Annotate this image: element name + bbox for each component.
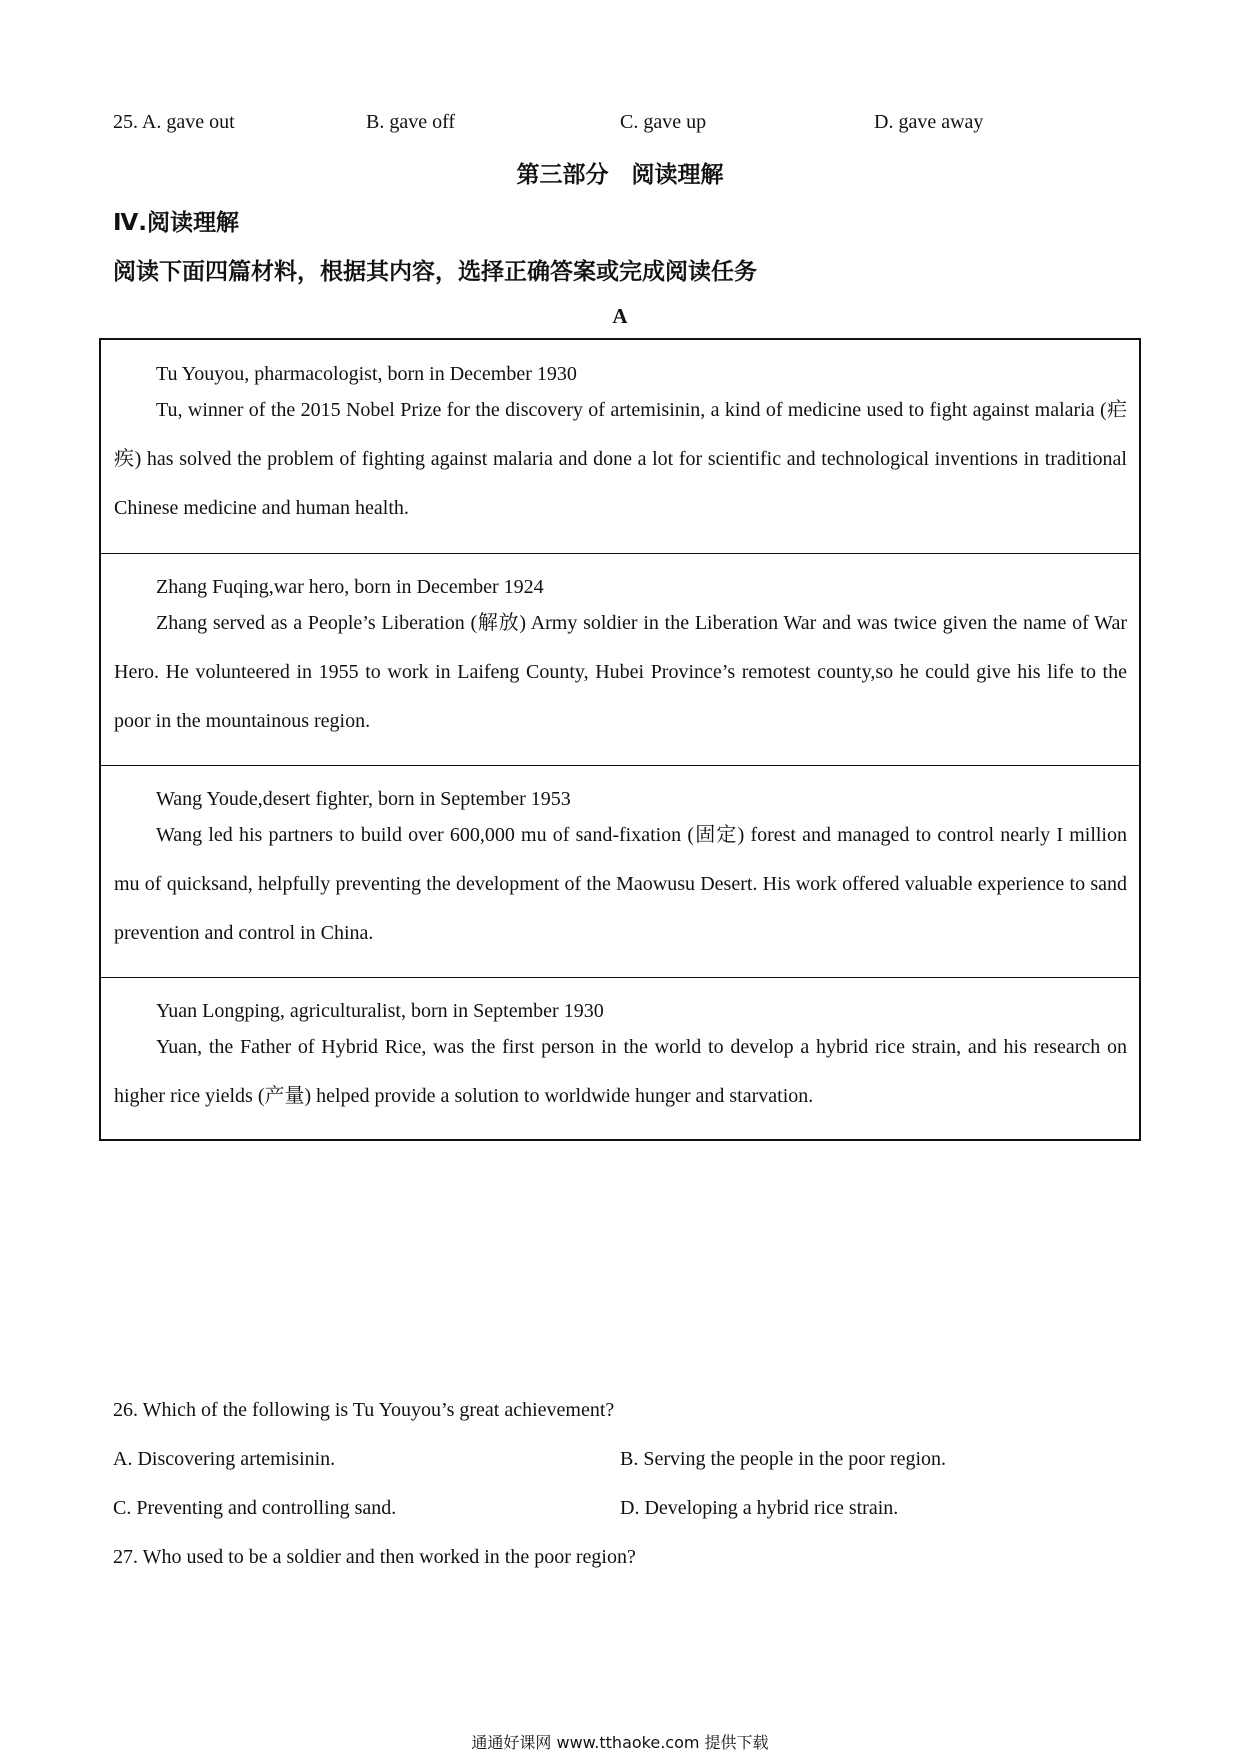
table-row	[101, 340, 1139, 554]
passage-table	[99, 338, 1141, 1141]
q26-option-a: A. Discovering artemisinin.	[113, 1448, 336, 1470]
table-row	[101, 766, 1139, 978]
q26-stem: 26. Which of the following is Tu Youyou’s great achievement?	[113, 1399, 615, 1421]
cell-text: Tu, winner of the 2015 Nobel Prize for the discovery of artemisinin, a kind of medicine used to fight against malaria (疟疾) has solved the problem of fighting against malaria and done a lot for scientific and technological inventions in traditional Chinese medicine and human health.	[114, 399, 1127, 519]
q25-option-c: C. gave up	[620, 111, 707, 133]
part-title: 第三部分 阅读理解	[516, 162, 724, 188]
q25-option-a: 25. A. gave out	[113, 111, 235, 133]
cell-heading: Wang Youde,desert fighter, born in September 1953	[156, 788, 571, 810]
q25-option-b: B. gave off	[366, 111, 456, 133]
footer-text: 通通好课网 www.tthaoke.com 提供下载	[471, 1733, 769, 1752]
cell-text: Yuan, the Father of Hybrid Rice, was the first person in the world to develop a hybrid rice strain, and his research on higher rice yields (产量) helped provide a solution to worldwide hunger and starvation.	[114, 1036, 1127, 1107]
q27-stem: 27. Who used to be a soldier and then worked in the poor region?	[113, 1546, 636, 1568]
table-row	[101, 554, 1139, 766]
cell-text: Wang led his partners to build over 600,000 mu of sand-fixation (固定) forest and managed to control nearly I million mu of quicksand, helpfully preventing the development of the Maowusu Desert. His work offered valuable experience to sand prevention and control in China.	[114, 824, 1127, 944]
q26-option-d: D. Developing a hybrid rice strain.	[620, 1497, 899, 1519]
cell-heading: Yuan Longping, agriculturalist, born in September 1930	[156, 1000, 604, 1022]
instruction: 阅读下面四篇材料，根据其内容，选择正确答案或完成阅读任务	[113, 259, 757, 285]
section-title: Ⅳ.阅读理解	[113, 210, 240, 236]
q26-option-c: C. Preventing and controlling sand.	[113, 1497, 397, 1519]
q26-option-b: B. Serving the people in the poor region.	[620, 1448, 947, 1470]
cell-heading: Tu Youyou, pharmacologist, born in December 1930	[156, 363, 577, 385]
cell-heading: Zhang Fuqing,war hero, born in December 1924	[156, 576, 544, 598]
cell-text: Zhang served as a People’s Liberation (解放) Army soldier in the Liberation War and was twice given the name of War Hero. He volunteered in 1955 to work in Laifeng County, Hubei Province’s remotest county,so he could give his life to the poor in the mountainous region.	[114, 612, 1127, 732]
passage-label: A	[612, 304, 628, 328]
q25-option-d: D. gave away	[874, 111, 984, 133]
table-row	[101, 978, 1139, 1140]
